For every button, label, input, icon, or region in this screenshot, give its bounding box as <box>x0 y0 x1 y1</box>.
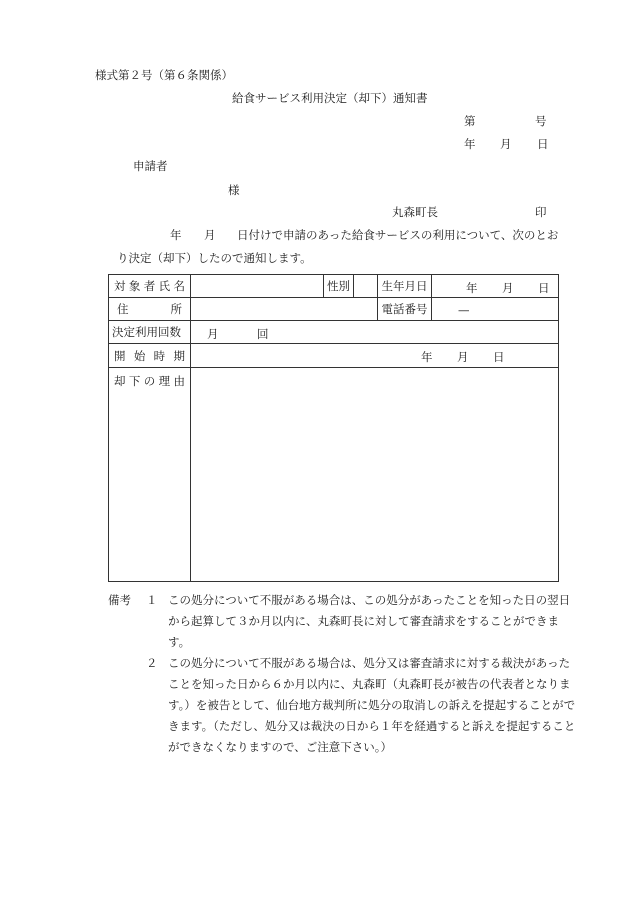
issuer: 丸森町長 <box>392 205 438 219</box>
note-text: この処分について不服がある場合は、この処分があったことを知った日の翌日から起算して３か月以内に、丸森町長に対して審査請求をすることができます。 <box>168 593 571 649</box>
body-line1: 日付けで申請のあった給食サービスの利用について、次のとお <box>237 228 559 242</box>
start-month: 月 <box>457 350 469 364</box>
phone-field[interactable] <box>432 298 559 321</box>
count-field[interactable] <box>191 321 559 344</box>
start-day: 日 <box>493 350 505 364</box>
note-text: この処分について不服がある場合は、処分又は審査請求に対する裁決があったことを知った日から６か月以内に、丸森町（丸森町長が被告の代表者となります。）を被告として、仙台地方裁判所に処分の取消しの訴えを提起することができます。（ただし、処分又は裁決の日から１年を経過すると訴えを提起することができなくなりますので、ご注意下さい。） <box>168 656 576 754</box>
note-number: １ <box>146 593 158 607</box>
address-field[interactable] <box>191 298 378 321</box>
start-year: 年 <box>421 350 433 364</box>
birth-month: 月 <box>502 281 514 295</box>
count-label: 決定利用回数 <box>109 321 191 344</box>
seal: 印 <box>535 205 547 219</box>
name-label: 対象者氏名 <box>109 275 191 298</box>
birth-field[interactable] <box>432 275 559 298</box>
honorific: 様 <box>228 183 240 197</box>
date-month: 月 <box>500 137 512 151</box>
sex-label: 性別 <box>324 275 354 298</box>
row-count <box>109 321 559 344</box>
birth-label: 生年月日 <box>378 275 432 298</box>
applicant-label: 申請者 <box>133 159 168 173</box>
page-title: 給食サービス利用決定（却下）通知書 <box>232 91 428 105</box>
number-suffix: 号 <box>535 114 547 128</box>
start-label: 開始時期 <box>109 344 191 368</box>
body-month: 月 <box>204 228 216 242</box>
birth-day: 日 <box>538 281 550 295</box>
body-line2: り決定（却下）したので通知します。 <box>117 251 312 265</box>
date-day: 日 <box>537 137 549 151</box>
birth-year: 年 <box>466 281 478 295</box>
row-reason <box>109 368 559 582</box>
count-times: 回 <box>257 327 269 341</box>
form-id: 様式第２号（第６条関係） <box>95 68 233 82</box>
count-month: 月 <box>207 327 219 341</box>
phone-separator: — <box>458 303 470 317</box>
row-name <box>109 275 559 298</box>
start-field[interactable] <box>191 344 559 368</box>
row-address <box>109 298 559 321</box>
number-prefix: 第 <box>464 114 476 128</box>
row-start <box>109 344 559 368</box>
body-year: 年 <box>170 228 182 242</box>
reason-label: 却下の理由 <box>109 368 191 582</box>
sex-field[interactable] <box>354 275 378 298</box>
address-label: 住 所 <box>109 298 191 321</box>
date-year: 年 <box>464 137 476 151</box>
phone-label: 電話番号 <box>378 298 432 321</box>
application-table <box>108 274 559 582</box>
note-number: ２ <box>146 656 158 670</box>
notes-head: 備考 <box>108 593 131 607</box>
name-field[interactable] <box>191 275 324 298</box>
reason-field[interactable] <box>191 368 559 582</box>
